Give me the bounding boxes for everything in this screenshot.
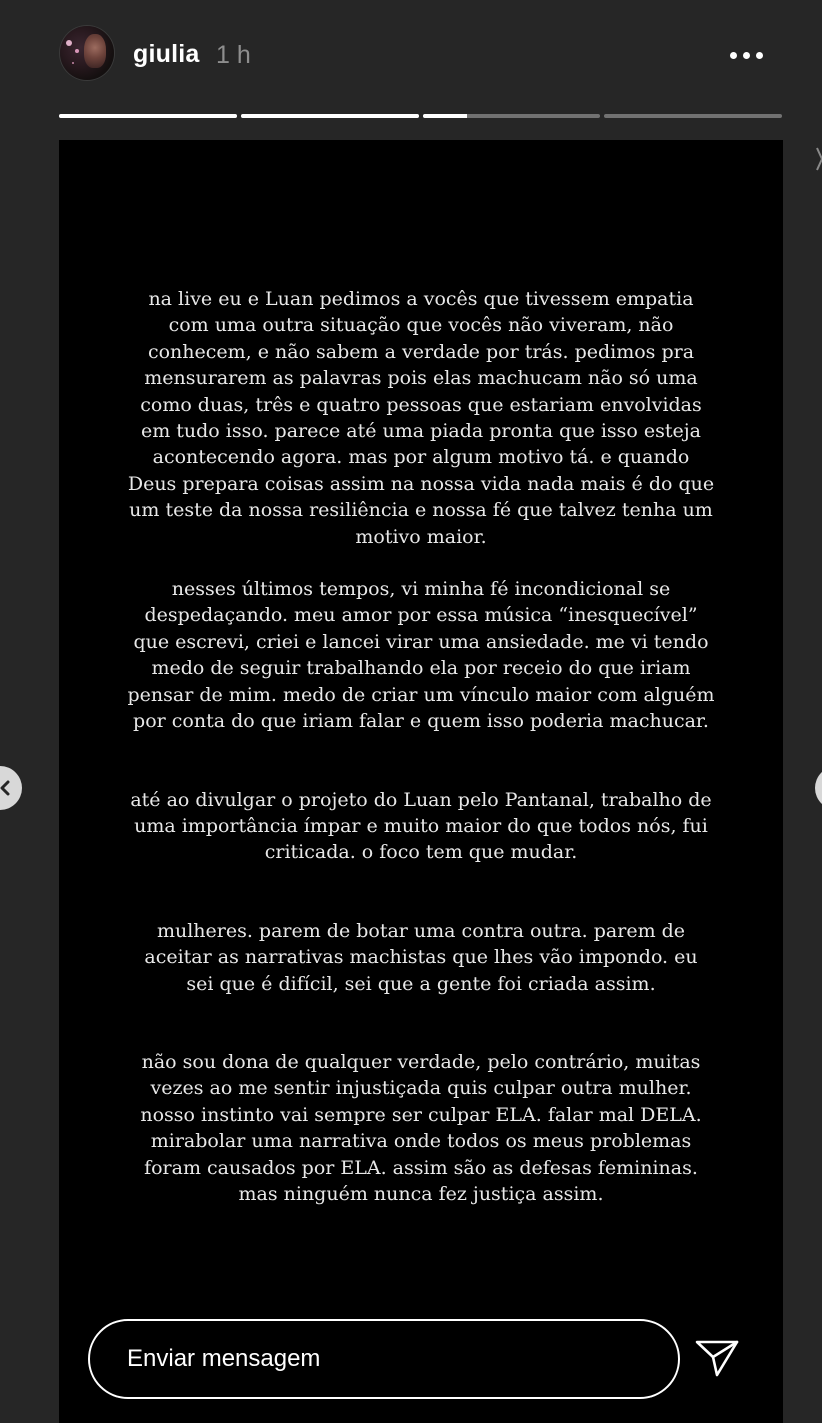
progress-segment-fill <box>59 114 237 118</box>
story-content[interactable] <box>59 140 783 1423</box>
timestamp: 1 h <box>216 41 251 69</box>
progress-segment-3 <box>423 114 601 118</box>
story-paragraph-3: até ao divulgar o projeto do Luan pelo Pantanal, trabalho de uma importância ímpar e muito maior do que todos nós, fui criticada. o foco tem que mudar. <box>130 788 712 864</box>
chevron-right-icon <box>816 146 822 172</box>
story-paragraph-4: mulheres. parem de botar uma contra outra. parem de aceitar as narrativas machistas que lhes vão impondo. eu sei que é difícil, sei que a gente foi criada assim. <box>144 919 698 995</box>
story-text <box>59 286 783 1207</box>
message-input[interactable] <box>88 1319 680 1399</box>
progress-segment-1 <box>59 114 237 118</box>
more-options-button[interactable] <box>722 38 770 72</box>
next-story-button[interactable] <box>815 766 822 810</box>
progress-segment-2 <box>241 114 419 118</box>
previous-story-button[interactable] <box>0 766 22 810</box>
username[interactable]: giulia <box>133 40 200 68</box>
story-paragraph-2: nesses últimos tempos, vi minha fé incondicional se despedaçando. meu amor por essa música “inesquecível” que escrevi, criei e lancei virar uma ansiedade. me vi tendo medo de seguir trabalhando ela por receio do que iriam pensar de mim. medo de criar um vínculo maior com alguém por conta do que iriam falar e quem isso poderia machucar. <box>127 578 715 733</box>
more-horizontal-icon <box>730 52 737 59</box>
more-horizontal-icon-dot-2 <box>743 52 750 59</box>
story-header <box>0 0 822 110</box>
story-paragraph-5: não sou dona de qualquer verdade, pelo contrário, muitas vezes ao me sentir injustiçada quis culpar outra mulher. nosso instinto vai sempre ser culpar ELA. falar mal DELA. mirabolar uma narrativa onde todos os meus problemas foram causados por ELA. assim são as defesas femininas. mas ninguém nunca fez justiça assim. <box>140 1050 702 1205</box>
progress-segment-fill <box>423 114 467 118</box>
progress-segment-4 <box>604 114 782 118</box>
more-horizontal-icon-dot-3 <box>756 52 763 59</box>
send-button[interactable] <box>692 1336 742 1380</box>
story-paragraph-1: na live eu e Luan pedimos a vocês que tivessem empatia com uma outra situação que vocês não viveram, não conhecem, e não sabem a verdade por trás. pedimos pra mensurarem as palavras pois elas machucam não só uma como duas, três e quatro pessoas que estariam envolvidas em tudo isso. parece até uma piada pronta que isso esteja acontecendo agora. mas por algum motivo tá. e quando Deus prepara coisas assim na nossa vida nada mais é do que um teste da nossa resiliência e nossa fé que talvez tenha um motivo maior. <box>127 288 715 548</box>
chevron-left-icon <box>0 780 13 796</box>
story-progress-bar <box>59 114 782 118</box>
progress-segment-fill <box>241 114 419 118</box>
avatar[interactable] <box>60 26 114 80</box>
send-icon <box>694 1338 740 1378</box>
